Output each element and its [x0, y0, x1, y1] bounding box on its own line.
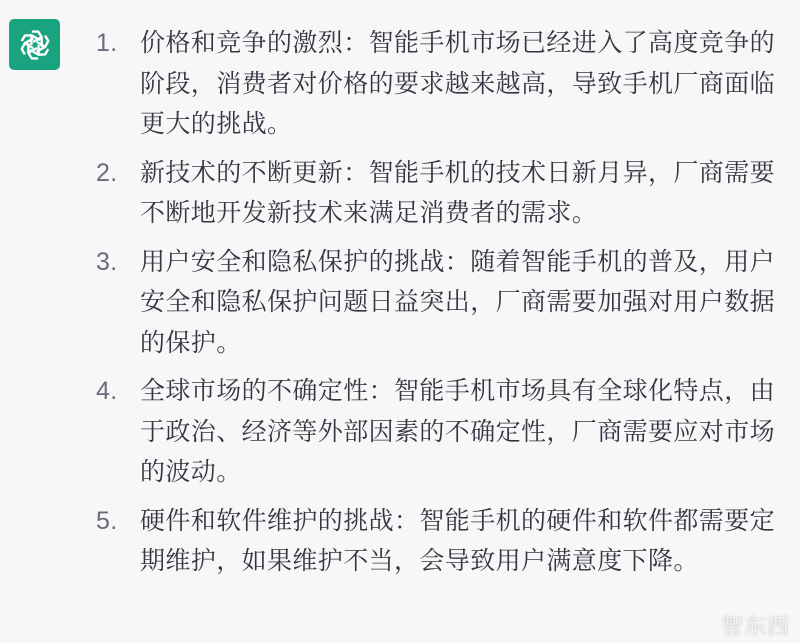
- list-item-text: 价格和竞争的激烈：智能手机市场已经进入了高度竞争的阶段，消费者对价格的要求越来越高，导致手机厂商面临更大的挑战。: [140, 28, 776, 138]
- assistant-avatar: [9, 19, 60, 70]
- list-item-text: 新技术的不断更新：智能手机的技术日新月异，厂商需要不断地开发新技术来满足消费者的需求。: [140, 157, 776, 227]
- list-item-text: 全球市场的不确定性：智能手机市场具有全球化特点，由于政治、经济等外部因素的不确定性，厂商需要应对市场的波动。: [140, 376, 776, 486]
- list-item-number: 3.: [96, 247, 118, 276]
- list-item-text: 硬件和软件维护的挑战：智能手机的硬件和软件都需要定期维护，如果维护不当，会导致用户满意度下降。: [140, 505, 776, 575]
- list-item-number: 4.: [96, 377, 118, 405]
- openai-logo-icon: [16, 26, 54, 64]
- list-item: [96, 242, 796, 364]
- list-item: [96, 153, 796, 234]
- assistant-message: [96, 23, 796, 590]
- list-item-number: 5.: [96, 506, 118, 535]
- list-item-number: 1.: [96, 29, 118, 57]
- list-item-number: 2.: [96, 158, 118, 187]
- list-item: [96, 501, 796, 582]
- list-item-text: 用户安全和隐私保护的挑战：随着智能手机的普及，用户安全和隐私保护问题日益突出，厂商需要加强对用户数据的保护。: [140, 246, 776, 357]
- list-item: [96, 371, 796, 493]
- list-item: [96, 23, 796, 145]
- watermark: 智东西: [720, 615, 790, 640]
- answer-list: [96, 23, 796, 582]
